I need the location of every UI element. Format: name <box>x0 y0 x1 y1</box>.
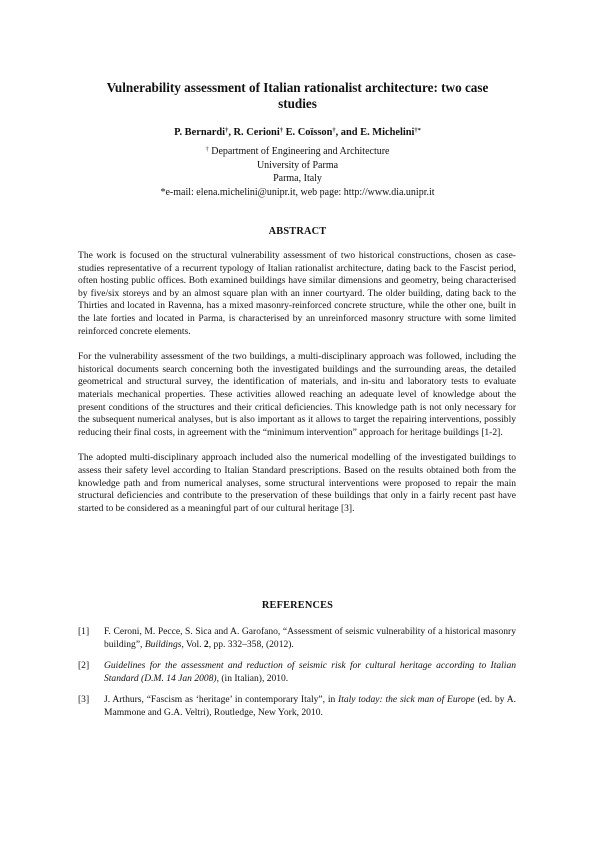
author-separator: , and <box>335 127 361 138</box>
author-affiliation-mark: † <box>225 127 229 134</box>
reference-number: [2] <box>78 660 90 672</box>
reference-text: Guidelines for the assessment and reduction of seismic risk for cultural heritage according to Italian Standard (D.M. 14 Jan 2008) <box>104 660 516 684</box>
author-name: E. Coïsson <box>285 127 333 138</box>
reference-item <box>78 694 516 719</box>
author-name: P. Bernardi <box>174 127 226 138</box>
reference-text: J. Arthurs, “Fascism as ‘heritage’ in contemporary Italy”, in <box>104 694 339 706</box>
reference-text: (ed. by A. Mammone and G.A. Veltri), Routledge, New York, 2010. <box>104 694 516 718</box>
reference-number: [1] <box>78 626 90 637</box>
author-name: R. Cerioni <box>233 127 280 138</box>
affiliation-mark: † <box>205 146 209 153</box>
abstract-paragraph-1: The work is focused on the structural vulnerability assessment of two historical constructions, chosen as case-studies representative of a recurrent typology of Italian rationalist architecture, dating back to the Fascist period, often hosting public offices. Both examined buildings have similar dimensions and geometry, being characterised by five/six storeys and by an almost square plan with an inner courtyard. The older building, dating back to the Thirties and located in Ravenna, has a mixed masonry-reinforced concrete structure, while the other one, built in the late forties and located in Parma, is characterised by an unreinforced masonry structure with some limited reinforced concrete elements. <box>78 250 516 337</box>
affiliation-department <box>60 143 535 159</box>
abstract-paragraph-3: The adopted multi-disciplinary approach included also the numerical modelling of the investigated buildings to assess their safety level according to Italian Standard prescriptions. Based on the results obtained both from the knowledge path and from numerical analyses, some structural interventions were proposed to repair the main structural deficiencies and contribute to the preservation of these buildings that only in a fairly recent past have started to be considered as a meaningful part of our cultural heritage [3]. <box>78 452 516 514</box>
author-list <box>60 124 535 139</box>
reference-list <box>78 626 516 729</box>
reference-text: , pp. 332–358, (2012). <box>208 638 294 650</box>
reference-text: 2 <box>203 638 209 650</box>
reference-text: F. Ceroni, M. Pecce, S. Sica and A. Garofano, “Assessment of seismic vulnerability of a historical masonry building”, <box>104 626 516 650</box>
abstract-paragraph-2: For the vulnerability assessment of the two buildings, a multi-disciplinary approach was followed, including the historical documents search concerning both the investigated buildings and the surrounding areas, the detailed geometrical and structural survey, the identification of materials, and in-situ and laboratory tests to evaluate materials mechanical properties. These activities allowed reaching an adequate level of knowledge about the present conditions of the structures and their critical deficiencies. This knowledge path is not only necessary for the subsequent numerical analyses, but is also important as it allows to target the repairing interventions, possibly reducing their final costs, in agreement with the “minimum intervention” approach for heritage buildings [1-2]. <box>78 351 516 438</box>
affiliation-city: Parma, Italy <box>273 173 322 184</box>
abstract-body <box>78 250 516 528</box>
department-name: Department of Engineering and Architecture <box>211 146 390 157</box>
author-affiliation-mark: †* <box>414 127 421 134</box>
abstract-heading: ABSTRACT <box>268 226 327 237</box>
references-heading: REFERENCES <box>261 600 334 611</box>
paper-title: Vulnerability assessment of Italian rationalist architecture: two case studies <box>106 80 489 111</box>
author-affiliation-mark: † <box>279 127 283 134</box>
author-affiliation-mark: † <box>332 127 336 134</box>
affiliation-block <box>60 143 535 199</box>
reference-text: Buildings <box>144 638 182 650</box>
author-separator: , <box>228 127 234 138</box>
reference-text: , (in Italian), 2010. <box>216 672 289 684</box>
author-name: E. Michelini <box>360 127 415 138</box>
affiliation-university: University of Parma <box>256 159 339 171</box>
reference-item <box>78 626 516 651</box>
reference-number: [3] <box>78 694 90 706</box>
reference-text: , Vol. <box>181 638 204 650</box>
reference-item <box>78 660 516 685</box>
affiliation-contact: *e-mail: elena.michelini@unipr.it, web page: http://www.dia.unipr.it <box>160 186 435 198</box>
reference-text: Italy today: the sick man of Europe <box>338 694 475 706</box>
